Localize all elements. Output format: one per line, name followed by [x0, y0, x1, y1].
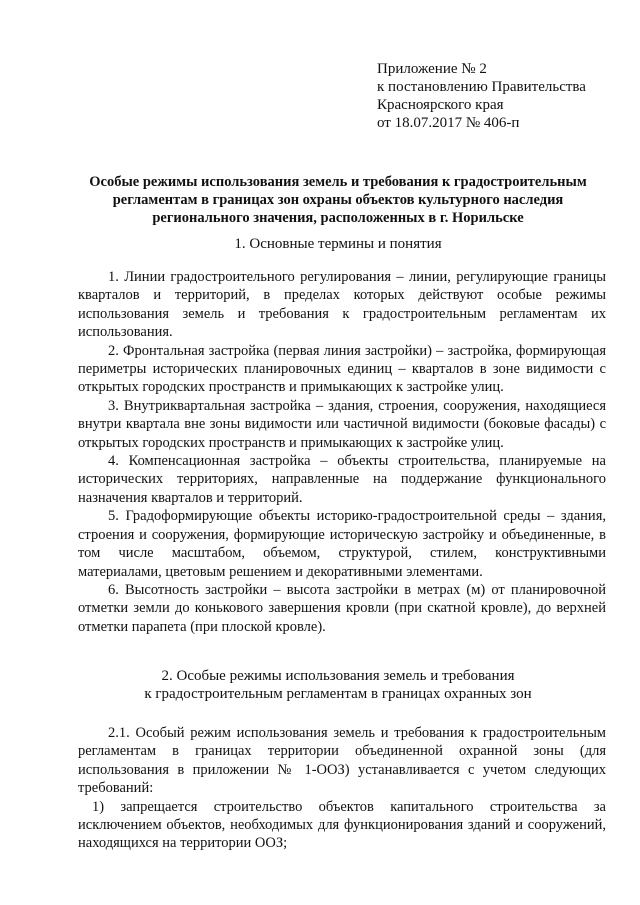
section-2-body: [78, 724, 606, 853]
subitem-1: 1) запрещается строительство объектов капитального строительства за исключением объектов, необходимых для функционирования зданий и сооружений, находящихся на территории ООЗ;: [78, 798, 606, 852]
section-1-heading: 1. Основные термины и понятия: [234, 236, 442, 252]
title-line: регионального значения, расположенных в г. Норильске: [152, 210, 524, 226]
appendix-header: [377, 60, 586, 132]
term-item-2: 2. Фронтальная застройка (первая линия застройки) – застройка, формирующая периметры исторических планировочных единиц – кварталов в зоне видимости с открытых городских пространств и примыкающих к застройке улиц.: [78, 342, 606, 396]
section-1-body: [78, 268, 606, 636]
title-line: Особые режимы использования земель и требования к градостроительным: [89, 174, 587, 190]
section-2-heading-line: 2. Особые режимы использования земель и требования: [161, 668, 515, 684]
term-item-6: 6. Высотность застройки – высота застройки в метрах (м) от планировочной отметки земли до конькового завершения кровли (при скатной кровле), до верхней отметки парапета (при плоской кровле).: [78, 581, 606, 635]
appendix-line: к постановлению Правительства: [377, 79, 586, 95]
title-line: регламентам в границах зон охраны объектов культурного наследия: [112, 192, 564, 208]
term-item-4: 4. Компенсационная застройка – объекты строительства, планируемые на исторических территориях, направленные на поддержание функционального назначения кварталов и территорий.: [78, 453, 606, 506]
appendix-line: от 18.07.2017 № 406-п: [377, 115, 520, 131]
section-2-heading: [68, 667, 608, 703]
document-title: [68, 173, 608, 227]
appendix-line: Красноярского края: [377, 97, 504, 113]
appendix-line: Приложение № 2: [377, 61, 487, 77]
term-item-3: 3. Внутриквартальная застройка – здания, строения, сооружения, находящиеся внутри квартала вне зоны видимости или частичной видимости (боковые фасады) с открытых городских пространств и примыкающих к застройке улиц.: [78, 397, 606, 451]
term-item-1: 1. Линии градостроительного регулирования – линии, регулирующие границы кварталов и территорий, в пределах которых действуют особые режимы использования земель и требования к градостроительным регламентам их использования.: [78, 269, 606, 341]
term-item-5: 5. Градоформирующие объекты историко-градостроительной среды – здания, строения и сооружения, формирующие историческую застройку и объединенные, в том числе масштабом, объемом, структурой, стилем, конструктивными материалами, цветовым решением и декоративными элементами.: [78, 508, 606, 580]
item-2-1: 2.1. Особый режим использования земель и требования к градостроительным регламентам в границах территории объединенной охранной зоны (для использования в приложении № 1-ООЗ) устанавливается с учетом следующих требований:: [78, 725, 606, 797]
section-2-heading-line: к градостроительным регламентам в границах охранных зон: [144, 686, 532, 702]
